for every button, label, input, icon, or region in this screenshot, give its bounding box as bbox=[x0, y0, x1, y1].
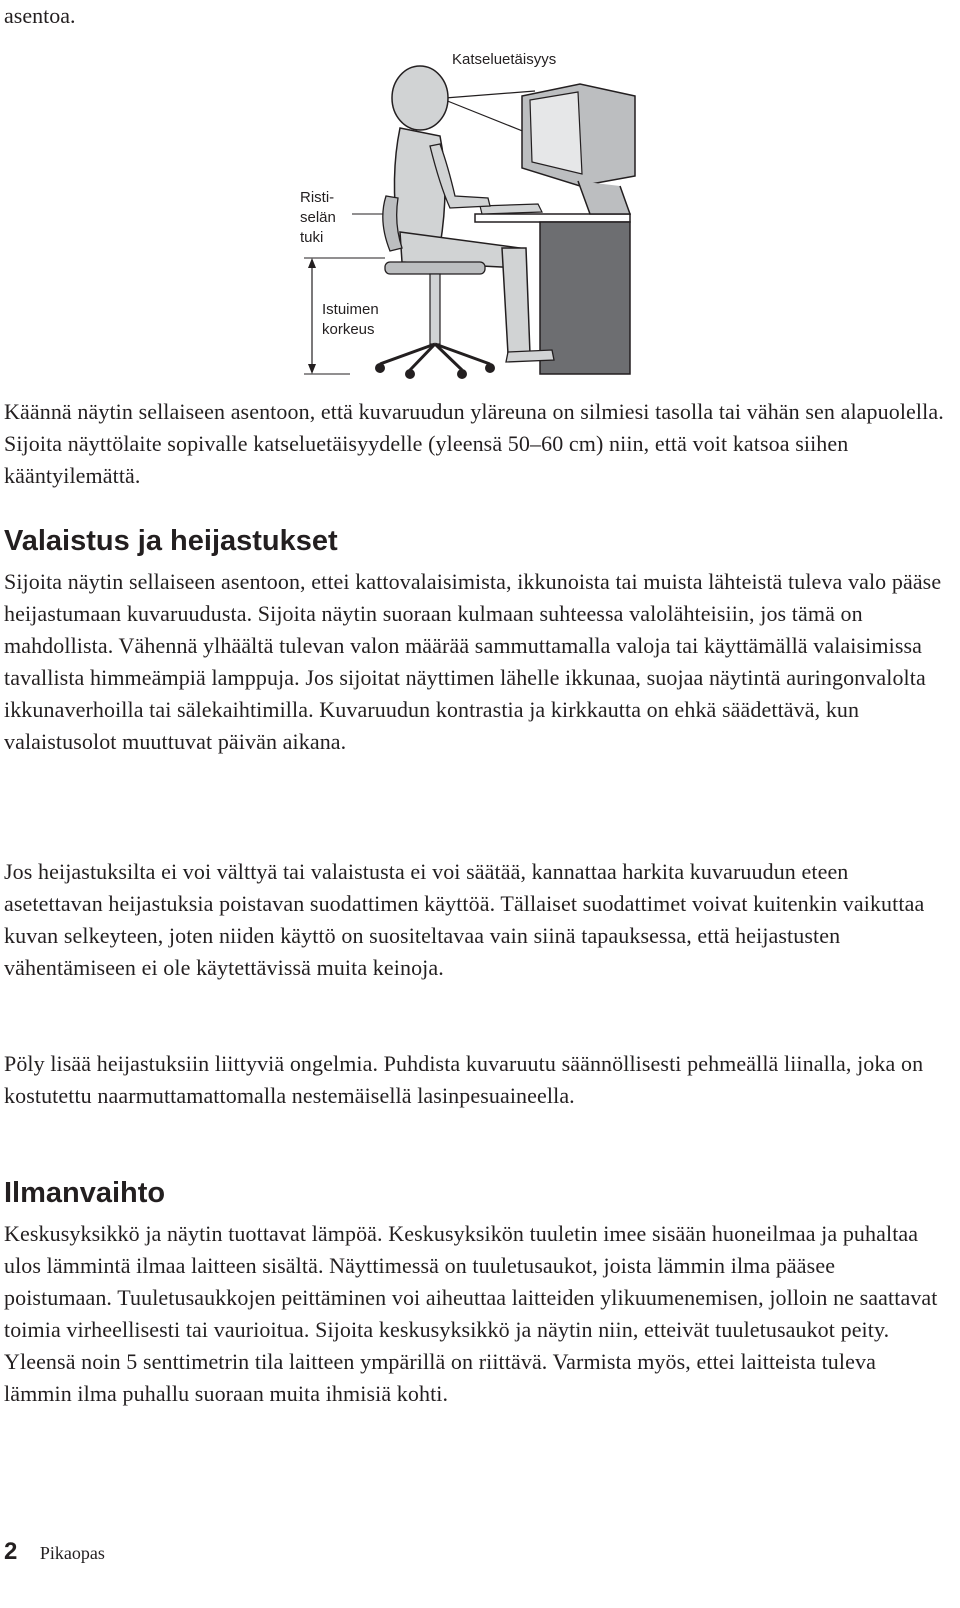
ergonomics-figure bbox=[290, 36, 670, 396]
book-title: Pikaopas bbox=[39, 1543, 105, 1563]
top-text-fragment: asentoa. bbox=[4, 3, 76, 28]
paragraph-lighting-2: Jos heijastuksilta ei voi välttyä tai valaistusta ei voi säätää, kannattaa harkita kuvaruudun eteen asetettavan heijastuksia poistavan suodattimen käyttöä. Tällaiset suodattimet voivat kuitenkin vaikuttaa kuvan selkeyteen, joten niiden käyttö on suositeltavaa vain siinä tapauksessa, että heijastusten vähentämiseen ei ole käytettävissä muita keinoja. bbox=[4, 859, 925, 980]
seat-height-label-line: Istuimen bbox=[322, 301, 379, 318]
lumbar-support-label-line: tuki bbox=[300, 229, 324, 246]
ergonomics-illustration bbox=[290, 36, 670, 396]
lumbar-support-label-line: Risti- bbox=[300, 189, 335, 206]
heading-ventilation: Ilmanvaihto bbox=[4, 1177, 166, 1209]
seat-height-label bbox=[322, 300, 379, 340]
paragraph-lighting-1: Sijoita näytin sellaiseen asentoon, ettei kattovalaisimista, ikkunoista tai muista lähteistä tuleva valo pääse heijastumaan kuvaruudusta. Sijoita näytin suoraan kulmaan suhteessa valolähteisiin, jos tämä on mahdollista. Vähennä ylhäältä tulevan valon määrää sammuttamalla valoja tai käyttämällä valaisimissa tavallista himmeämpiä lamppuja. Jos sijoitat näyttimen lähelle ikkunaa, suojaa näytintä auringonvalolta ikkunaverhoilla tai sälekaihtimilla. Kuvaruudun kontrastia ja kirkkautta on ehkä säädettävä, kun valaistusolot muuttuvat päivän aikana. bbox=[4, 569, 942, 754]
viewing-distance-label: Katseluetäisyys bbox=[452, 51, 557, 68]
page-number: 2 bbox=[4, 1538, 18, 1565]
heading-lighting: Valaistus ja heijastukset bbox=[4, 525, 338, 557]
lumbar-support-label-line: selän bbox=[300, 209, 336, 226]
paragraph-dust: Pöly lisää heijastuksiin liittyviä ongelmia. Puhdista kuvaruutu säännöllisesti pehmeällä liinalla, joka on kostutettu naarmuttamattomalla nestemäisellä lasinpesuaineella. bbox=[4, 1051, 924, 1108]
paragraph-monitor-position: Käännä näytin sellaiseen asentoon, että kuvaruudun yläreuna on silmiesi tasolla tai vähän sen alapuolella. Sijoita näyttölaite sopivalle katseluetäisyydelle (yleensä 50–60 cm) niin, että voit katsoa siihen kääntyilemättä. bbox=[4, 399, 944, 488]
lumbar-support-label bbox=[300, 188, 336, 248]
paragraph-ventilation: Keskusyksikkö ja näytin tuottavat lämpöä. Keskusyksikön tuuletin imee sisään huoneilmaa ja puhaltaa ulos lämmintä ilmaa laitteen sisältä. Näyttimessä on tuuletusaukot, joista lämmin ilma pääsee poistumaan. Tuuletusaukkojen peittäminen voi aiheuttaa laitteiden ylikuumenemisen, jolloin ne saattavat toimia virheellisesti tai vaurioitua. Sijoita keskusyksikkö ja näytin niin, etteivät tuuletusaukot peity. Yleensä noin 5 senttimetrin tila laitteen ympärillä on riittävä. Varmista myös, ettei laitteista tuleva lämmin ilma puhallu suoraan muita ihmisiä kohti. bbox=[4, 1221, 938, 1406]
page-footer bbox=[4, 1537, 105, 1568]
seat-height-label-line: korkeus bbox=[322, 321, 375, 338]
